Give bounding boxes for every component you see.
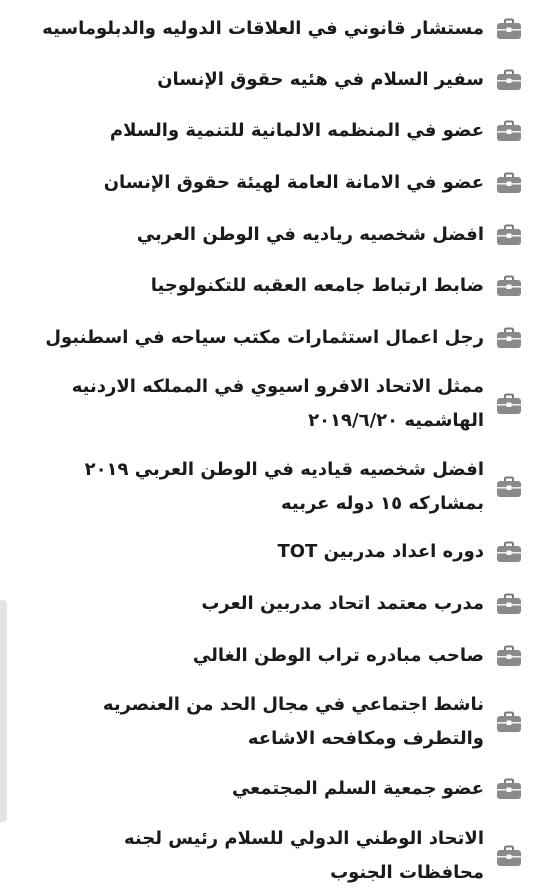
list-item-text: ممثل الاتحاد الافرو اسيوي في المملكه الاردنيه الهاشميه ٢٠١٩/٦/٢٠ [71, 376, 484, 431]
briefcase-icon [494, 843, 524, 869]
briefcase-icon [494, 16, 524, 42]
list-item [40, 63, 524, 97]
list-item-text: الاتحاد الوطني الدولي للسلام رئيس لجنه محافظات الجنوب [123, 828, 484, 883]
list-item [40, 269, 524, 303]
list-item [40, 370, 524, 438]
list-item-text: مدرب معتمد اتحاد مدربين العرب [201, 593, 484, 614]
briefcase-icon [494, 709, 524, 735]
briefcase-icon [494, 643, 524, 669]
list-item [40, 688, 524, 756]
list-item-text: رجل اعمال استثمارات مكتب سياحه في اسطنبول [45, 327, 484, 348]
list-item [40, 12, 524, 46]
list-item-text: ضابط ارتباط جامعه العقبه للتكنولوجيا [150, 275, 484, 296]
briefcase-icon [494, 591, 524, 617]
list-item-text: سفير السلام في هئيه حقوق الإنسان [157, 69, 484, 90]
briefcase-icon [494, 170, 524, 196]
list-item [40, 639, 524, 673]
list-item-text: عضو جمعية السلم المجتمعي [231, 778, 484, 799]
list-item [40, 772, 524, 806]
list-item-text: افضل شخصيه قياديه في الوطن العربي ٢٠١٩ بمشاركه ١٥ دوله عربيه [84, 459, 484, 514]
list-item-text: صاحب مبادره تراب الوطن الغالي [192, 645, 484, 666]
briefcase-icon [494, 776, 524, 802]
list-item-text: افضل شخصيه رياديه في الوطن العربي [136, 224, 484, 245]
list-item [40, 218, 524, 252]
list-item [40, 166, 524, 200]
scrollbar[interactable] [0, 600, 7, 822]
list-item [40, 587, 524, 621]
briefcase-icon [494, 539, 524, 565]
briefcase-icon [494, 273, 524, 299]
list-item-text: عضو في الامانة العامة لهيئة حقوق الإنسان [103, 172, 484, 193]
briefcase-icon [494, 391, 524, 417]
list-item [40, 535, 524, 569]
briefcase-icon [494, 474, 524, 500]
briefcase-icon [494, 222, 524, 248]
list-item [40, 114, 524, 148]
list-item-text: ناشط اجتماعي في مجال الحد من العنصريه والتطرف ومكافحه الاشاعه [102, 694, 484, 749]
briefcase-icon [494, 118, 524, 144]
list-item-text: مستشار قانوني في العلاقات الدوليه والدبلوماسيه [42, 18, 484, 39]
list-item [40, 321, 524, 355]
list-item-text: عضو في المنظمه الالمانية للتنمية والسلام [109, 120, 484, 141]
list-item [40, 453, 524, 521]
list-item [40, 822, 524, 890]
list-item-text: دوره اعداد مدربين TOT [277, 541, 484, 562]
briefcase-icon [494, 325, 524, 351]
briefcase-icon [494, 67, 524, 93]
